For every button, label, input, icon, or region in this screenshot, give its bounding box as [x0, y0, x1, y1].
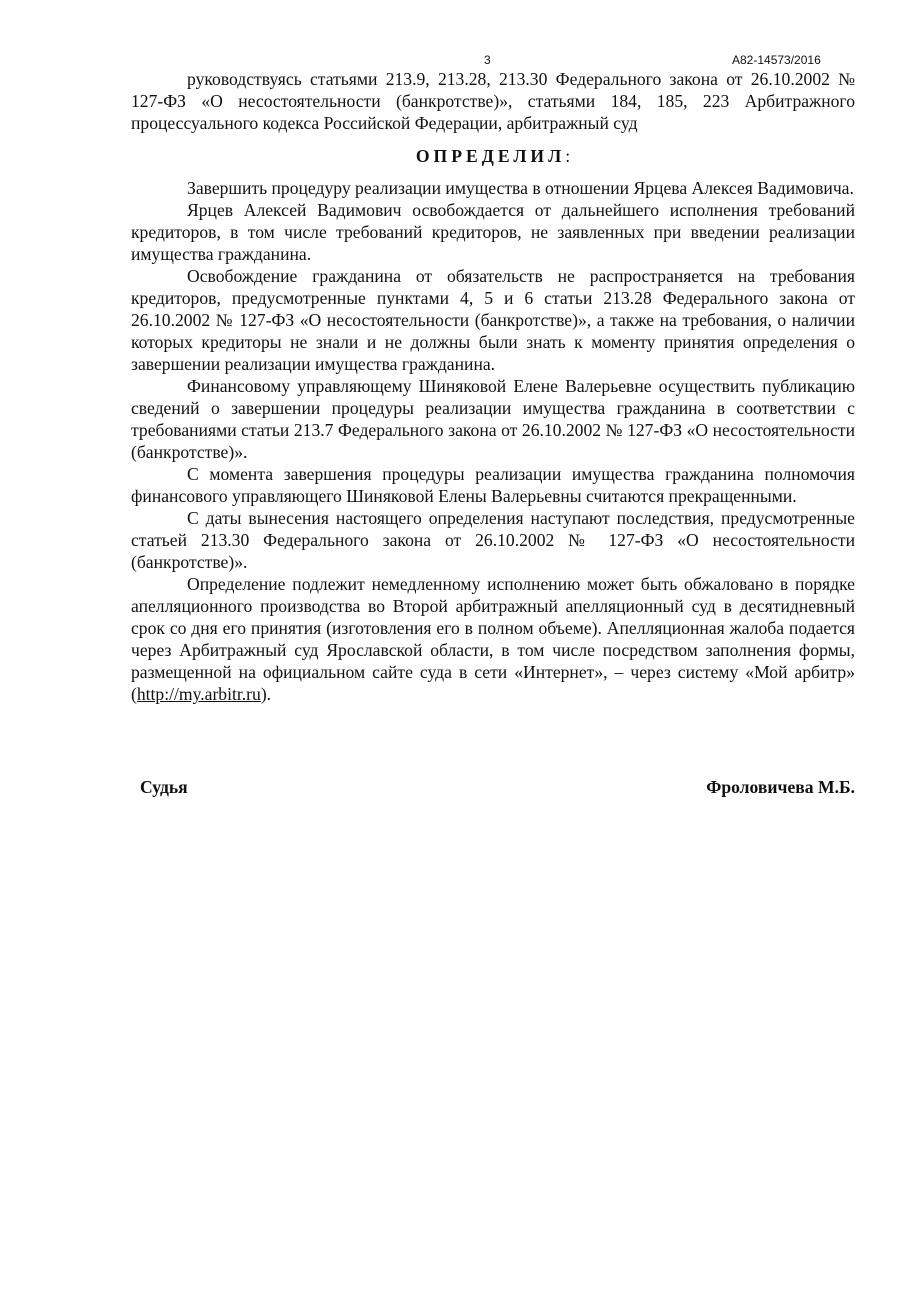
arbitr-link[interactable]: http://my.arbitr.ru — [136, 684, 261, 704]
paragraph-powers-terminated: С момента завершения процедуры реализации имущества гражданина полномочия финансового управляющего Шиняковой Елены Валерьевны считаются прекращенными. — [131, 464, 855, 506]
document-body — [131, 68, 855, 705]
paragraph-consequences: С даты вынесения настоящего определения наступают последствия, предусмотренные статьей 213.30 Федерального закона от 26.10.2002 № 127-ФЗ «О несостоятельности (банкротстве)». — [131, 508, 855, 572]
paragraph-appeal — [131, 573, 855, 705]
intro-paragraph: руководствуясь статьями 213.9, 213.28, 213.30 Федерального закона от 26.10.2002 № 127-ФЗ «О несостоятельности (банкротстве)», статьями 184, 185, 223 Арбитражного процессуального кодекса Российской Федерации, арбитражный суд — [131, 69, 855, 133]
signature-name: Фроловичева М.Б. — [706, 777, 855, 797]
decision-title-colon: : — [565, 146, 571, 166]
appeal-tail: ). — [260, 684, 272, 704]
paragraph-exceptions: Освобождение гражданина от обязательств не распространяется на требования кредиторов, предусмотренные пунктами 4, 5 и 6 статьи 213.28 Федерального закона от 26.10.2002 № 127-ФЗ «О несостоятельности (банкротстве)», а также на требования, о наличии которых кредиторы не знали и не должны были знать к моменту принятия определения о завершении реализации имущества гражданина. — [131, 266, 855, 374]
appeal-text: Определение подлежит немедленному исполнению может быть обжаловано в порядке апелляционного производства во Второй арбитражный апелляционный суд в десятидневный срок со дня его принятия (изготовления его в полном объеме). Апелляционная жалоба подается через Арбитражный суд Ярославской области, в том числе посредством заполнения формы, размещенной на официальном сайте суда в сети «Интернет», – через систему «Мой арбитр» ( — [131, 574, 855, 704]
paragraph-publication: Финансовому управляющему Шиняковой Елене Валерьевне осуществить публикацию сведений о завершении процедуры реализации имущества гражданина в соответствии с требованиями статьи 213.7 Федерального закона от 26.10.2002 № 127-ФЗ «О несостоятельности (банкротстве)». — [131, 376, 855, 462]
signature-block — [140, 777, 855, 798]
case-number: А82-14573/2016 — [732, 53, 821, 67]
paragraph-complete-procedure: Завершить процедуру реализации имущества в отношении Ярцева Алексея Вадимовича. — [187, 178, 854, 198]
page-number: 3 — [484, 53, 491, 67]
decision-title — [131, 145, 855, 167]
decision-title-word: ОПРЕДЕЛИЛ — [415, 146, 566, 166]
paragraph-release-debtor: Ярцев Алексей Вадимович освобождается от дальнейшего исполнения требований кредиторов, в том числе требований кредиторов, не заявленных при введении реализации имущества гражданина. — [131, 200, 855, 264]
signature-role: Судья — [140, 777, 188, 797]
